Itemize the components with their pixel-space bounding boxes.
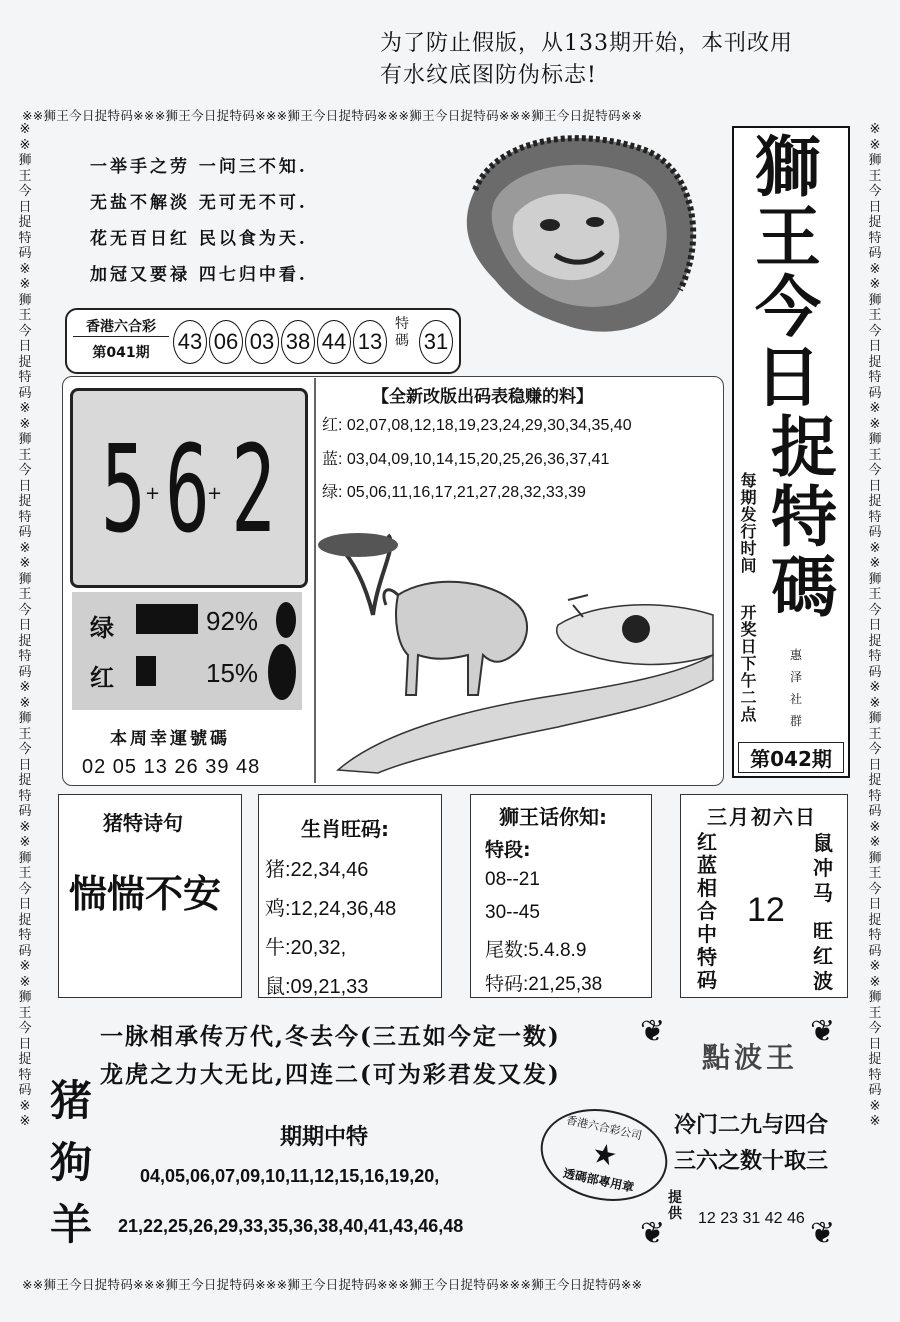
color-stats-box <box>72 592 302 710</box>
lottery-ball: 43 <box>173 320 207 364</box>
ornament-icon: ❦ <box>810 1014 836 1049</box>
red-label: 红 <box>90 664 114 692</box>
pig-poem-text: 惴惴不安 <box>69 871 222 916</box>
wave-king-line-1: 冷门二九与四合 <box>674 1113 829 1138</box>
lion-says-line: 30--45 <box>485 902 540 923</box>
bottom-border-text: ※※狮王今日捉特码※※※狮王今日捉特码※※※狮王今日捉特码※※※狮王今日捉特码※※※狮王今日捉特码※※ <box>22 1277 643 1292</box>
lottery-issue: 第041期 <box>92 345 150 361</box>
every-issue-title: 期期中特 <box>280 1125 369 1150</box>
issue-number: 第042期 <box>738 742 844 773</box>
lion-head-image <box>455 130 705 340</box>
title-char: 獅 <box>755 128 821 206</box>
divider <box>314 378 316 783</box>
dog-illustration <box>318 505 718 775</box>
lcd-digit-display <box>70 388 308 588</box>
calendar-right-2: 旺红波 <box>813 919 833 993</box>
zodiac-line: 鼠:09,21,33 <box>265 976 369 998</box>
lottery-label: 香港六合彩 <box>73 316 169 337</box>
lottery-ball: 13 <box>353 320 387 364</box>
title-column <box>732 126 850 778</box>
plus-sign: + <box>207 483 223 504</box>
lion-says-title: 狮王话你知: <box>499 805 607 829</box>
blue-numbers: 蓝: 03,04,09,10,14,15,20,25,26,36,37,41 <box>322 451 610 468</box>
zodiac-panel <box>258 794 442 998</box>
animal-item: 狗 <box>50 1138 93 1187</box>
title-char: 王 <box>755 198 821 276</box>
color-table-title: 【全新改版出码表稳赚的料】 <box>372 387 593 407</box>
lcd-digit: 5 <box>101 421 146 560</box>
animal-item: 羊 <box>50 1200 93 1249</box>
notice-line-2: 有水纹底图防伪标志! <box>380 63 597 88</box>
title-char: 今 <box>755 268 821 346</box>
red-percent: 15% <box>206 658 259 688</box>
green-percent: 92% <box>206 606 259 636</box>
publisher: 惠泽社群 <box>790 648 803 728</box>
plus-sign: + <box>145 483 161 504</box>
special-ball: 31 <box>419 320 453 364</box>
special-label: 特碼 <box>395 316 409 349</box>
verse-line-2: 龙虎之力大无比,四连二(可为彩君发又发) <box>100 1061 561 1088</box>
left-border-text: ※※狮王今日捉特码※※狮王今日捉特码※※狮王今日捉特码※※狮王今日捉特码※※狮王今日捉特码※※狮王今日捉特码※※狮王今日捉特码※※ <box>18 122 32 1129</box>
right-border-text: ※※狮王今日捉特码※※狮王今日捉特码※※狮王今日捉特码※※狮王今日捉特码※※狮王今日捉特码※※狮王今日捉特码※※狮王今日捉特码※※ <box>868 122 882 1129</box>
green-numbers: 绿: 05,06,11,16,17,21,27,28,32,33,39 <box>322 484 586 501</box>
zodiac-line: 猪:22,34,46 <box>265 859 369 881</box>
notice-line-1: 为了防止假版，从133期开始，本刊改用 <box>380 31 793 56</box>
animal-item: 猪 <box>50 1076 93 1125</box>
every-issue-line-1: 04,05,06,07,09,10,11,12,15,16,19,20, <box>140 1166 440 1186</box>
pig-poem-panel <box>58 794 242 998</box>
green-bar <box>136 604 198 634</box>
poem-line-2: 无盐不解淡 无可无不可. <box>90 193 308 213</box>
title-char: 捉 <box>771 408 837 486</box>
pig-poem-title: 猪特诗句 <box>103 811 183 835</box>
provide-label: 提供 <box>668 1190 682 1222</box>
ornament-icon: ❦ <box>640 1216 666 1251</box>
lion-says-panel <box>470 794 652 998</box>
calendar-panel <box>680 794 848 998</box>
red-bar <box>136 656 156 686</box>
wave-king-numbers: 12 23 31 42 46 <box>698 1210 805 1227</box>
seal-bottom-text: 透碼部專用章 <box>561 1166 636 1195</box>
ornament-icon: ❦ <box>640 1014 666 1049</box>
animal-list <box>50 1070 92 1256</box>
title-char: 特 <box>771 478 837 556</box>
top-border-text: ※※狮王今日捉特码※※※狮王今日捉特码※※※狮王今日捉特码※※※狮王今日捉特码※※※狮王今日捉特码※※ <box>22 108 643 123</box>
lion-says-line: 尾数:5.4.8.9 <box>485 940 587 961</box>
lucky-title: 本周幸運號碼 <box>110 729 230 749</box>
lcd-digit: 2 <box>231 421 276 560</box>
zodiac-line: 牛:20,32, <box>265 937 347 959</box>
green-label: 绿 <box>90 614 114 642</box>
red-numbers: 红: 02,07,08,12,18,19,23,24,29,30,34,35,40 <box>322 417 632 434</box>
poem-line-4: 加冠又要禄 四七归中看. <box>90 265 308 285</box>
seal-top-text: 香港六合彩公司 <box>565 1113 644 1143</box>
verse-line-1: 一脉相承传万代,冬去今(三五如今定一数) <box>100 1023 561 1050</box>
lottery-ball: 06 <box>209 320 243 364</box>
green-dot <box>276 602 296 638</box>
wave-king-line-2: 三六之数十取三 <box>674 1149 829 1174</box>
lion-says-line: 08--21 <box>485 869 540 890</box>
anti-counterfeit-notice <box>380 28 880 92</box>
zodiac-line: 鸡:12,24,36,48 <box>265 898 397 920</box>
wave-king-title: 點波王 <box>702 1041 799 1074</box>
poem-line-3: 花无百日红 民以食为天. <box>90 229 308 249</box>
title-char: 碼 <box>771 548 837 626</box>
schedule-text-2: 开奖日下午二点 <box>738 604 757 723</box>
red-dot <box>268 644 296 700</box>
lottery-ball: 03 <box>245 320 279 364</box>
schedule-text-1: 每期发行时间 <box>738 472 757 574</box>
every-issue-line-2: 21,22,25,26,29,33,35,36,38,40,41,43,46,48 <box>118 1216 464 1236</box>
calendar-number: 12 <box>747 891 785 929</box>
lcd-digit: 6 <box>165 421 210 560</box>
ornament-icon: ❦ <box>810 1216 836 1251</box>
lottery-result-bar <box>65 308 461 374</box>
poem-line-1: 一举手之劳 一问三不知. <box>90 157 308 177</box>
seal-star-icon: ★ <box>588 1135 621 1174</box>
calendar-date: 三月初六日 <box>707 805 817 829</box>
wave-king-section <box>640 1010 852 1260</box>
lottery-ball: 38 <box>281 320 315 364</box>
calendar-right-1: 鼠冲马 <box>813 831 833 905</box>
lion-says-line: 特段: <box>485 839 531 861</box>
lion-says-line: 特码:21,25,38 <box>485 974 603 995</box>
zodiac-title: 生肖旺码: <box>301 817 389 841</box>
calendar-left-text: 红蓝相合中特码 <box>697 830 717 992</box>
title-char: 日 <box>755 338 821 416</box>
lucky-numbers: 02 05 13 26 39 48 <box>82 756 261 778</box>
lottery-ball: 44 <box>317 320 351 364</box>
